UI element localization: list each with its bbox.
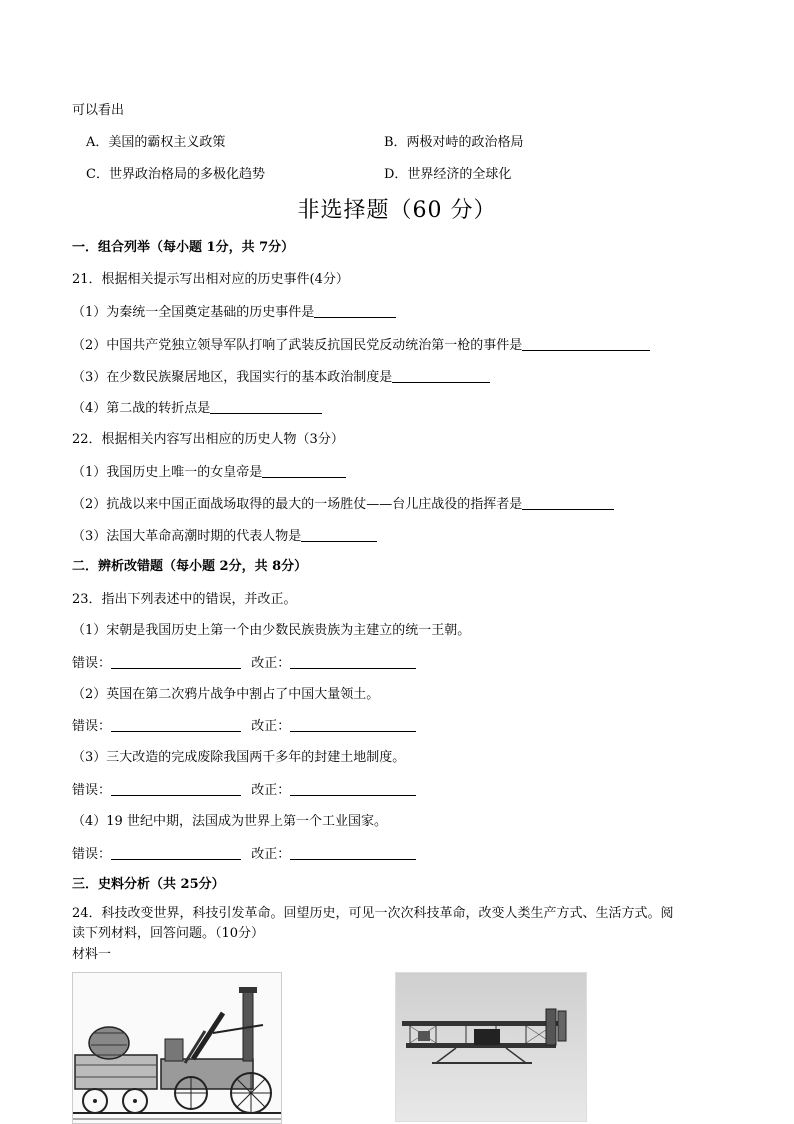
answer-blank[interactable] — [522, 337, 650, 351]
error-label: 错误： — [72, 783, 112, 798]
error-label: 错误： — [72, 847, 112, 862]
q24-stem-line1: 24．科技改变世界，科技引发革命。回望历史，可见一次次科技革命，改变人类生产方式、生活方式。阅 — [72, 906, 674, 921]
answer-blank[interactable] — [522, 496, 614, 510]
correct-label: 改正： — [251, 783, 291, 798]
material-1-label: 材料一 — [72, 947, 112, 962]
error-blank[interactable] — [111, 718, 241, 732]
biplane-image — [395, 972, 587, 1122]
correct-blank[interactable] — [290, 718, 416, 732]
answer-blank[interactable] — [210, 400, 322, 414]
q24-stem-line2: 读下列材料，回答问题。（10分） — [72, 926, 265, 941]
q21-item-2 — [72, 337, 650, 354]
q23-item-2: （2）英国在第二次鸦片战争中割占了中国大量领土。 — [72, 687, 380, 702]
q22-item-3 — [72, 528, 377, 545]
part1-heading: 一．组合列举（每小题 1分，共 7分） — [72, 240, 295, 255]
question-tail: 可以看出 — [72, 103, 125, 118]
answer-blank[interactable] — [392, 369, 490, 383]
q22-stem: 22．根据相关内容写出相应的历史人物（3分） — [72, 432, 344, 447]
q23-item-3: （3）三大改造的完成废除我国两千多年的封建土地制度。 — [72, 750, 406, 765]
steam-locomotive-image — [72, 972, 282, 1124]
q22-item-2 — [72, 496, 614, 513]
q23-answer-row-1 — [72, 655, 416, 672]
q21-item-3-text: （3）在少数民族聚居地区，我国实行的基本政治制度是 — [72, 370, 393, 385]
q23-answer-row-4 — [72, 846, 416, 863]
correct-label: 改正： — [251, 719, 291, 734]
q21-item-1-text: （1）为秦统一全国奠定基础的历史事件是 — [72, 305, 315, 320]
correct-blank[interactable] — [290, 782, 416, 796]
q22-item-1-text: （1）我国历史上唯一的女皇帝是 — [72, 465, 263, 480]
error-label: 错误： — [72, 719, 112, 734]
q23-item-4: （4）19 世纪中期，法国成为世界上第一个工业国家。 — [72, 814, 387, 829]
part2-heading: 二．辨析改错题（每小题 2分，共 8分） — [72, 559, 308, 574]
q23-item-1: （1）宋朝是我国历史上第一个由少数民族贵族为主建立的统一王朝。 — [72, 623, 471, 638]
q22-item-1 — [72, 464, 346, 481]
q22-item-3-text: （3）法国大革命高潮时期的代表人物是 — [72, 529, 302, 544]
q21-stem: 21．根据相关提示写出相对应的历史事件(4分） — [72, 272, 349, 287]
q23-answer-row-3 — [72, 782, 416, 799]
option-a: A．美国的霸权主义政策 — [86, 135, 226, 150]
error-blank[interactable] — [111, 782, 241, 796]
error-blank[interactable] — [111, 846, 241, 860]
q21-item-4 — [72, 400, 322, 417]
q23-answer-row-2 — [72, 718, 416, 735]
correct-label: 改正： — [251, 656, 291, 671]
q21-item-3 — [72, 369, 490, 386]
correct-blank[interactable] — [290, 846, 416, 860]
option-d: D．世界经济的全球化 — [384, 167, 512, 182]
correct-label: 改正： — [251, 847, 291, 862]
q21-item-1 — [72, 304, 396, 321]
option-c: C．世界政治格局的多极化趋势 — [86, 167, 265, 182]
q23-stem: 23．指出下列表述中的错误，并改正。 — [72, 592, 297, 607]
q21-item-2-text: （2）中国共产党独立领导军队打响了武装反抗国民党反动统治第一枪的事件是 — [72, 338, 523, 353]
q21-item-4-text: （4）第二战的转折点是 — [72, 401, 211, 416]
part3-heading: 三．史料分析（共 25分） — [72, 877, 225, 892]
option-b: B．两极对峙的政治格局 — [384, 135, 524, 150]
correct-blank[interactable] — [290, 655, 416, 669]
answer-blank[interactable] — [301, 528, 377, 542]
answer-blank[interactable] — [314, 304, 396, 318]
error-blank[interactable] — [111, 655, 241, 669]
answer-blank[interactable] — [262, 464, 346, 478]
error-label: 错误： — [72, 656, 112, 671]
q22-item-2-text: （2）抗战以来中国正面战场取得的最大的一场胜仗——台儿庄战役的指挥者是 — [72, 497, 523, 512]
section-title: 非选择题（60 分） — [297, 198, 497, 223]
